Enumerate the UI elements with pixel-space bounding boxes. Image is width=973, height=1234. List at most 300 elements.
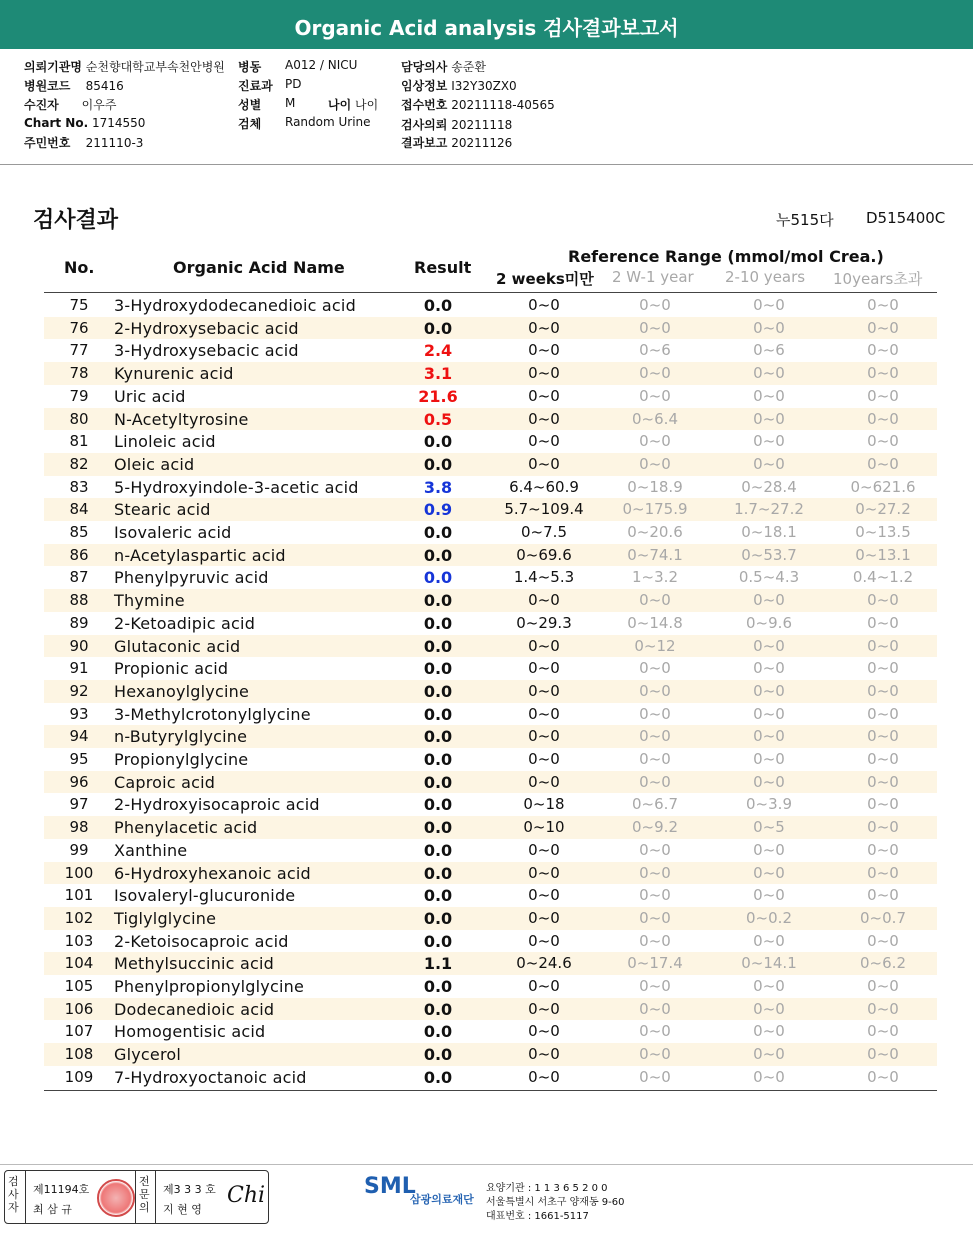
acid-name: Stearic acid xyxy=(114,500,211,520)
acid-name: Dodecanedioic acid xyxy=(114,999,275,1019)
table-row xyxy=(44,907,937,930)
ref-range-over-10y: 0~0 xyxy=(867,318,899,337)
ref-range-2-10y: 0~0 xyxy=(753,727,785,746)
result-value: 0.0 xyxy=(423,545,453,565)
specialist-name: 지 현 영 xyxy=(163,1203,202,1216)
header-field: 결과보고 20211126 xyxy=(401,136,513,150)
ref-range-under-2w: 0~0 xyxy=(528,432,560,451)
ref-range-over-10y: 0~0 xyxy=(867,636,899,655)
acid-name: Linoleic acid xyxy=(114,432,216,452)
ref-range-2w-1y: 0~17.4 xyxy=(627,954,683,973)
report-title: Organic Acid analysis 검사결과보고서 xyxy=(294,16,679,40)
ref-range-under-2w: 0~29.3 xyxy=(516,613,572,632)
result-value: 0.0 xyxy=(423,863,453,883)
row-number: 93 xyxy=(69,704,89,723)
ref-range-2-10y: 0~0 xyxy=(753,432,785,451)
acid-name: n-Butyrylglycine xyxy=(114,727,248,747)
ref-range-over-10y: 0~0 xyxy=(867,795,899,814)
signature-box xyxy=(4,1170,269,1224)
acid-name: Oleic acid xyxy=(114,454,195,474)
row-number: 99 xyxy=(69,840,89,859)
result-value: 0.5 xyxy=(423,409,453,429)
header-field: 주민번호 211110-3 xyxy=(24,136,144,150)
header-field: 진료과 xyxy=(238,79,273,93)
acid-name: Methylsuccinic acid xyxy=(114,954,274,974)
ref-range-2-10y: 0~18.1 xyxy=(741,523,797,541)
result-value: 0.0 xyxy=(423,681,453,701)
header-value: A012 / NICU xyxy=(285,58,358,72)
acid-name: 7-Hydroxyoctanoic acid xyxy=(114,1067,307,1087)
table-row xyxy=(44,680,937,703)
institution-code: 요양기관 : 1 1 3 6 5 2 0 0 xyxy=(486,1183,608,1194)
row-number: 90 xyxy=(69,636,89,655)
ref-range-2-10y: 0.5~4.3 xyxy=(738,568,800,587)
ref-range-2w-1y: 0~0 xyxy=(639,296,671,314)
examiner-name: 최 삼 규 xyxy=(33,1203,72,1216)
row-number: 106 xyxy=(64,999,94,1018)
result-value: 0.0 xyxy=(423,318,453,338)
ref-range-under-2w: 0~10 xyxy=(523,818,565,837)
ref-range-over-10y: 0~0 xyxy=(867,659,899,678)
row-number: 76 xyxy=(69,318,89,337)
table-row xyxy=(44,453,937,476)
ref-range-2w-1y: 0~0 xyxy=(639,863,671,882)
row-number: 92 xyxy=(69,681,89,700)
col-header-result: Result xyxy=(414,258,472,277)
acid-name: Tiglylglycine xyxy=(114,908,217,928)
acid-name: Isovaleric acid xyxy=(114,523,232,542)
row-number: 83 xyxy=(69,477,89,496)
ref-range-over-10y: 0~0 xyxy=(867,772,899,791)
ref-range-2w-1y: 0~0 xyxy=(639,591,671,610)
ref-range-under-2w: 5.7~109.4 xyxy=(504,500,584,519)
ref-range-2w-1y: 0~0 xyxy=(639,432,671,451)
acid-name: Homogentisic acid xyxy=(114,1022,266,1042)
ref-range-2w-1y: 0~0 xyxy=(639,1067,671,1086)
result-value: 0.0 xyxy=(423,591,453,611)
ref-range-2w-1y: 1~3.2 xyxy=(632,568,678,587)
ref-range-2-10y: 0~0 xyxy=(753,1045,785,1064)
ref-range-2w-1y: 0~0 xyxy=(639,659,671,678)
ref-range-under-2w: 0~0 xyxy=(528,591,560,610)
ref-range-over-10y: 0~0 xyxy=(867,863,899,882)
table-row xyxy=(44,1020,937,1043)
header-field: 병원코드 85416 xyxy=(24,79,124,93)
table-row xyxy=(44,1066,937,1089)
ref-range-over-10y: 0~0 xyxy=(867,681,899,700)
table-row xyxy=(44,975,937,998)
table-row xyxy=(44,952,937,975)
acid-name: n-Acetylaspartic acid xyxy=(114,545,286,565)
ref-range-over-10y: 0~0 xyxy=(867,977,899,995)
ref-col-1: 2 weeks미만 xyxy=(496,270,594,288)
acid-name: 2-Ketoadipic acid xyxy=(114,613,256,633)
result-value: 3.8 xyxy=(423,477,453,497)
acid-name: Propionic acid xyxy=(114,659,229,679)
ref-range-2w-1y: 0~0 xyxy=(639,454,671,473)
acid-name: Phenylacetic acid xyxy=(114,818,258,838)
table-row xyxy=(44,566,937,589)
specialist-label: 전문의 xyxy=(139,1175,150,1214)
sml-org-name: 삼광의료재단 xyxy=(410,1193,474,1206)
ref-range-2w-1y: 0~20.6 xyxy=(627,523,683,541)
ref-range-2-10y: 0~0 xyxy=(753,977,785,995)
ref-range-2-10y: 0~0 xyxy=(753,1022,785,1041)
row-number: 102 xyxy=(64,908,94,927)
ref-range-2w-1y: 0~0 xyxy=(639,1045,671,1064)
ref-range-2w-1y: 0~6.4 xyxy=(632,409,678,428)
result-value: 0.0 xyxy=(423,840,453,860)
col-header-no: No. xyxy=(64,258,95,277)
ref-range-2-10y: 0~6 xyxy=(753,341,785,360)
table-row xyxy=(44,339,937,362)
table-row xyxy=(44,612,937,635)
row-number: 108 xyxy=(64,1045,94,1064)
table-row xyxy=(44,862,937,885)
ref-range-under-2w: 6.4~60.9 xyxy=(509,477,579,496)
acid-name: Thymine xyxy=(114,591,185,611)
header-field: 임상정보 I32Y30ZX0 xyxy=(401,79,517,93)
ref-range-over-10y: 0~13.1 xyxy=(855,545,911,564)
acid-name: Glycerol xyxy=(114,1045,182,1065)
ref-range-under-2w: 0~0 xyxy=(528,840,560,859)
report-title-bar xyxy=(0,0,973,49)
row-number: 100 xyxy=(64,863,94,882)
institution-phone: 대표번호 : 1661-5117 xyxy=(486,1211,589,1222)
ref-range-2-10y: 0~0.2 xyxy=(746,908,792,927)
ref-range-2w-1y: 0~6.7 xyxy=(632,795,678,814)
ref-range-2-10y: 0~0 xyxy=(753,318,785,337)
ref-range-2-10y: 0~0 xyxy=(753,386,785,405)
result-value: 0.0 xyxy=(423,750,453,769)
ref-range-2-10y: 0~0 xyxy=(753,681,785,700)
header-field: Chart No. 1714550 xyxy=(24,116,146,130)
table-bottom-rule xyxy=(44,1090,937,1091)
ref-range-over-10y: 0~0 xyxy=(867,409,899,428)
ref-range-over-10y: 0~0 xyxy=(867,341,899,360)
result-value: 0.0 xyxy=(423,1067,453,1087)
row-number: 87 xyxy=(69,568,89,587)
ref-range-2w-1y: 0~0 xyxy=(639,840,671,859)
result-value: 0.0 xyxy=(423,568,453,588)
ref-range-2-10y: 0~0 xyxy=(753,750,785,768)
ref-range-over-10y: 0~6.2 xyxy=(860,954,906,973)
acid-name: Kynurenic acid xyxy=(114,364,234,384)
ref-range-over-10y: 0~0 xyxy=(867,727,899,746)
row-number: 98 xyxy=(69,818,89,837)
ref-range-under-2w: 0~0 xyxy=(528,409,560,428)
acid-name: 5-Hydroxyindole-3-acetic acid xyxy=(114,477,359,497)
ref-range-2w-1y: 0~0 xyxy=(639,772,671,791)
result-value: 0.0 xyxy=(423,636,453,656)
ref-range-over-10y: 0~0 xyxy=(867,296,899,314)
ref-range-over-10y: 0~0 xyxy=(867,591,899,610)
ref-range-2w-1y: 0~0 xyxy=(639,1022,671,1041)
ref-range-over-10y: 0~0 xyxy=(867,1045,899,1064)
ref-range-2-10y: 0~0 xyxy=(753,840,785,859)
table-row xyxy=(44,816,937,839)
ref-range-2-10y: 0~0 xyxy=(753,636,785,655)
header-value: PD xyxy=(285,77,302,91)
ref-range-under-2w: 0~69.6 xyxy=(516,545,572,564)
row-number: 95 xyxy=(69,750,89,768)
col-header-name: Organic Acid Name xyxy=(173,258,345,277)
row-number: 80 xyxy=(69,409,89,428)
ref-range-over-10y: 0~0 xyxy=(867,432,899,451)
signature: Chi xyxy=(227,1183,266,1208)
result-value: 0.0 xyxy=(423,454,453,474)
table-top-rule xyxy=(44,292,937,293)
ref-col-4: 10years초과 xyxy=(833,270,923,288)
result-value: 0.0 xyxy=(423,795,453,815)
acid-name: N-Acetyltyrosine xyxy=(114,409,249,429)
table-row xyxy=(44,1043,937,1066)
row-number: 77 xyxy=(69,341,89,360)
result-value: 0.0 xyxy=(423,999,453,1019)
acid-name: Phenylpyruvic acid xyxy=(114,568,269,588)
ref-range-over-10y: 0~0 xyxy=(867,818,899,837)
result-value: 0.0 xyxy=(423,818,453,838)
divider xyxy=(25,1171,26,1223)
result-value: 0.0 xyxy=(423,886,453,906)
header-field: 담당의사 송준환 xyxy=(401,60,486,74)
ref-range-under-2w: 0~0 xyxy=(528,659,560,678)
acid-name: Isovaleryl-glucuronide xyxy=(114,886,296,906)
result-value: 0.9 xyxy=(423,500,453,520)
footer-divider xyxy=(0,1164,973,1165)
acid-name: Hexanoylglycine xyxy=(114,681,250,701)
ref-range-2-10y: 0~0 xyxy=(753,1067,785,1086)
ref-range-2-10y: 0~0 xyxy=(753,772,785,791)
result-value: 0.0 xyxy=(423,908,453,928)
ref-range-over-10y: 0~13.5 xyxy=(855,523,911,541)
result-value: 0.0 xyxy=(423,772,453,792)
section-title: 검사결과 xyxy=(33,208,119,233)
row-number: 105 xyxy=(64,977,94,995)
ref-range-under-2w: 0~0 xyxy=(528,636,560,655)
acid-name: Uric acid xyxy=(114,386,186,406)
acid-name: Propionylglycine xyxy=(114,750,249,769)
ref-range-2w-1y: 0~0 xyxy=(639,681,671,700)
header-field: 성별 xyxy=(238,98,262,112)
row-number: 101 xyxy=(64,886,94,905)
row-number: 86 xyxy=(69,545,89,564)
row-number: 89 xyxy=(69,613,89,632)
row-number: 78 xyxy=(69,364,89,383)
result-value: 0.0 xyxy=(423,727,453,747)
ref-range-under-2w: 0~0 xyxy=(528,318,560,337)
table-row xyxy=(44,884,937,907)
ref-range-under-2w: 0~0 xyxy=(528,1045,560,1064)
ref-range-2w-1y: 0~0 xyxy=(639,704,671,723)
ref-range-2-10y: 0~53.7 xyxy=(741,545,797,564)
ref-range-2w-1y: 0~0 xyxy=(639,908,671,927)
ref-range-under-2w: 0~0 xyxy=(528,727,560,746)
table-row xyxy=(44,839,937,862)
ref-range-under-2w: 0~0 xyxy=(528,1022,560,1041)
ref-range-over-10y: 0~0 xyxy=(867,999,899,1018)
ref-range-under-2w: 0~0 xyxy=(528,386,560,405)
ref-range-2-10y: 0~0 xyxy=(753,454,785,473)
examiner-label: 검사자 xyxy=(8,1175,19,1214)
row-number: 107 xyxy=(64,1022,94,1041)
ref-range-2w-1y: 0~18.9 xyxy=(627,477,683,496)
ref-range-2-10y: 0~0 xyxy=(753,364,785,383)
header-field: 접수번호 20211118-40565 xyxy=(401,98,555,112)
header-field: 병동 xyxy=(238,60,262,74)
row-number: 91 xyxy=(69,659,89,678)
table-row xyxy=(44,703,937,726)
ref-range-under-2w: 0~0 xyxy=(528,999,560,1018)
row-number: 82 xyxy=(69,454,89,473)
result-value: 0.0 xyxy=(423,931,453,951)
table-row xyxy=(44,998,937,1021)
table-row xyxy=(44,498,937,521)
ref-range-2w-1y: 0~0 xyxy=(639,364,671,383)
ref-range-2w-1y: 0~0 xyxy=(639,977,671,995)
ref-range-2w-1y: 0~175.9 xyxy=(622,500,688,519)
ref-range-over-10y: 0~0 xyxy=(867,704,899,723)
row-number: 84 xyxy=(69,500,89,519)
ref-range-2w-1y: 0~6 xyxy=(639,341,671,360)
institution-address: 서울특별시 서초구 양재동 9-60 xyxy=(486,1197,625,1208)
table-row xyxy=(44,362,937,385)
ref-range-2w-1y: 0~0 xyxy=(639,727,671,746)
ref-range-under-2w: 0~0 xyxy=(528,908,560,927)
table-row xyxy=(44,793,937,816)
result-value: 0.0 xyxy=(423,659,453,679)
row-number: 97 xyxy=(69,795,89,814)
row-number: 96 xyxy=(69,772,89,791)
acid-name: 3-Methylcrotonylglycine xyxy=(114,704,311,724)
table-row xyxy=(44,544,937,567)
result-value: 0.0 xyxy=(423,977,453,996)
table-row xyxy=(44,385,937,408)
ref-range-under-2w: 0~0 xyxy=(528,977,560,995)
table-row xyxy=(44,589,937,612)
ref-range-2-10y: 0~0 xyxy=(753,704,785,723)
result-value: 0.0 xyxy=(423,432,453,452)
ref-range-2-10y: 0~5 xyxy=(753,818,785,837)
table-row xyxy=(44,657,937,680)
row-number: 88 xyxy=(69,591,89,610)
ref-range-2-10y: 0~0 xyxy=(753,999,785,1018)
row-number: 109 xyxy=(64,1067,94,1086)
ref-range-over-10y: 0~0 xyxy=(867,750,899,768)
result-value: 0.0 xyxy=(423,1045,453,1065)
seal-stamp xyxy=(97,1179,135,1217)
acid-name: 3-Hydroxydodecanedioic acid xyxy=(114,296,356,315)
ref-range-under-2w: 1.4~5.3 xyxy=(513,568,575,587)
acid-name: 2-Hydroxysebacic acid xyxy=(114,318,299,338)
ref-range-2w-1y: 0~9.2 xyxy=(632,818,678,837)
row-number: 75 xyxy=(69,296,89,314)
ref-range-over-10y: 0~0 xyxy=(867,613,899,632)
ref-range-over-10y: 0.4~1.2 xyxy=(852,568,914,587)
ref-range-under-2w: 0~24.6 xyxy=(516,954,572,973)
header-value: Random Urine xyxy=(285,115,371,129)
acid-name: 3-Hydroxysebacic acid xyxy=(114,341,299,361)
header-field: 검체 xyxy=(238,117,262,131)
ref-range-over-10y: 0~0.7 xyxy=(860,908,906,927)
ref-range-over-10y: 0~621.6 xyxy=(850,477,916,496)
ref-range-under-2w: 0~7.5 xyxy=(521,523,567,541)
table-row xyxy=(44,521,937,544)
ref-range-2-10y: 0~28.4 xyxy=(741,477,797,496)
table-row xyxy=(44,635,937,658)
table-row xyxy=(44,408,937,431)
result-value: 0.0 xyxy=(423,296,453,315)
result-value: 0.0 xyxy=(423,704,453,724)
ref-range-2w-1y: 0~14.8 xyxy=(627,613,683,632)
acid-name: 2-Ketoisocaproic acid xyxy=(114,931,289,951)
row-number: 94 xyxy=(69,727,89,746)
result-value: 21.6 xyxy=(418,386,458,406)
ref-range-over-10y: 0~0 xyxy=(867,1067,899,1086)
ref-range-under-2w: 0~18 xyxy=(523,795,565,814)
table-row xyxy=(44,930,937,953)
row-number: 81 xyxy=(69,432,89,451)
result-value: 2.4 xyxy=(423,341,453,361)
header-field: 수진자 이우주 xyxy=(24,98,117,112)
ref-col-3: 2-10 years xyxy=(725,268,806,286)
ref-range-over-10y: 0~0 xyxy=(867,1022,899,1041)
report-code-2: D515400C xyxy=(866,209,946,227)
result-value: 0.0 xyxy=(423,1022,453,1042)
ref-range-2w-1y: 0~0 xyxy=(639,886,671,905)
acid-name: Caproic acid xyxy=(114,772,216,792)
header-value: M xyxy=(285,96,296,110)
row-number: 85 xyxy=(69,523,89,541)
header-divider xyxy=(0,164,973,165)
ref-range-over-10y: 0~0 xyxy=(867,931,899,950)
divider xyxy=(155,1171,156,1223)
ref-range-2-10y: 0~0 xyxy=(753,659,785,678)
table-row xyxy=(44,317,937,340)
ref-range-under-2w: 0~0 xyxy=(528,772,560,791)
row-number: 103 xyxy=(64,931,94,950)
table-row xyxy=(44,476,937,499)
ref-range-2-10y: 0~14.1 xyxy=(741,954,797,973)
ref-range-2w-1y: 0~0 xyxy=(639,750,671,768)
ref-range-over-10y: 0~0 xyxy=(867,886,899,905)
ref-range-2-10y: 0~0 xyxy=(753,591,785,610)
ref-range-2w-1y: 0~74.1 xyxy=(627,545,683,564)
row-number: 79 xyxy=(69,386,89,405)
acid-name: 2-Hydroxyisocaproic acid xyxy=(114,795,320,815)
ref-range-2-10y: 0~0 xyxy=(753,296,785,314)
header-field: 의뢰기관명 순천향대학교부속천안병원 xyxy=(24,60,225,74)
header-field: 나이 나이 xyxy=(328,98,379,112)
ref-range-under-2w: 0~0 xyxy=(528,1067,560,1086)
table-row xyxy=(44,771,937,794)
table-row xyxy=(44,725,937,748)
ref-col-2: 2 W-1 year xyxy=(612,268,694,286)
ref-range-under-2w: 0~0 xyxy=(528,454,560,473)
table-row xyxy=(44,748,937,771)
ref-range-under-2w: 0~0 xyxy=(528,886,560,905)
ref-range-2w-1y: 0~12 xyxy=(634,636,676,655)
ref-range-under-2w: 0~0 xyxy=(528,931,560,950)
ref-range-2w-1y: 0~0 xyxy=(639,386,671,405)
ref-range-over-10y: 0~0 xyxy=(867,364,899,383)
header-field: 검사의뢰 20211118 xyxy=(401,118,513,132)
result-value: 0.0 xyxy=(423,613,453,633)
ref-range-under-2w: 0~0 xyxy=(528,681,560,700)
row-number: 104 xyxy=(64,954,94,973)
ref-range-2-10y: 1.7~27.2 xyxy=(734,500,804,519)
table-row xyxy=(44,294,937,317)
